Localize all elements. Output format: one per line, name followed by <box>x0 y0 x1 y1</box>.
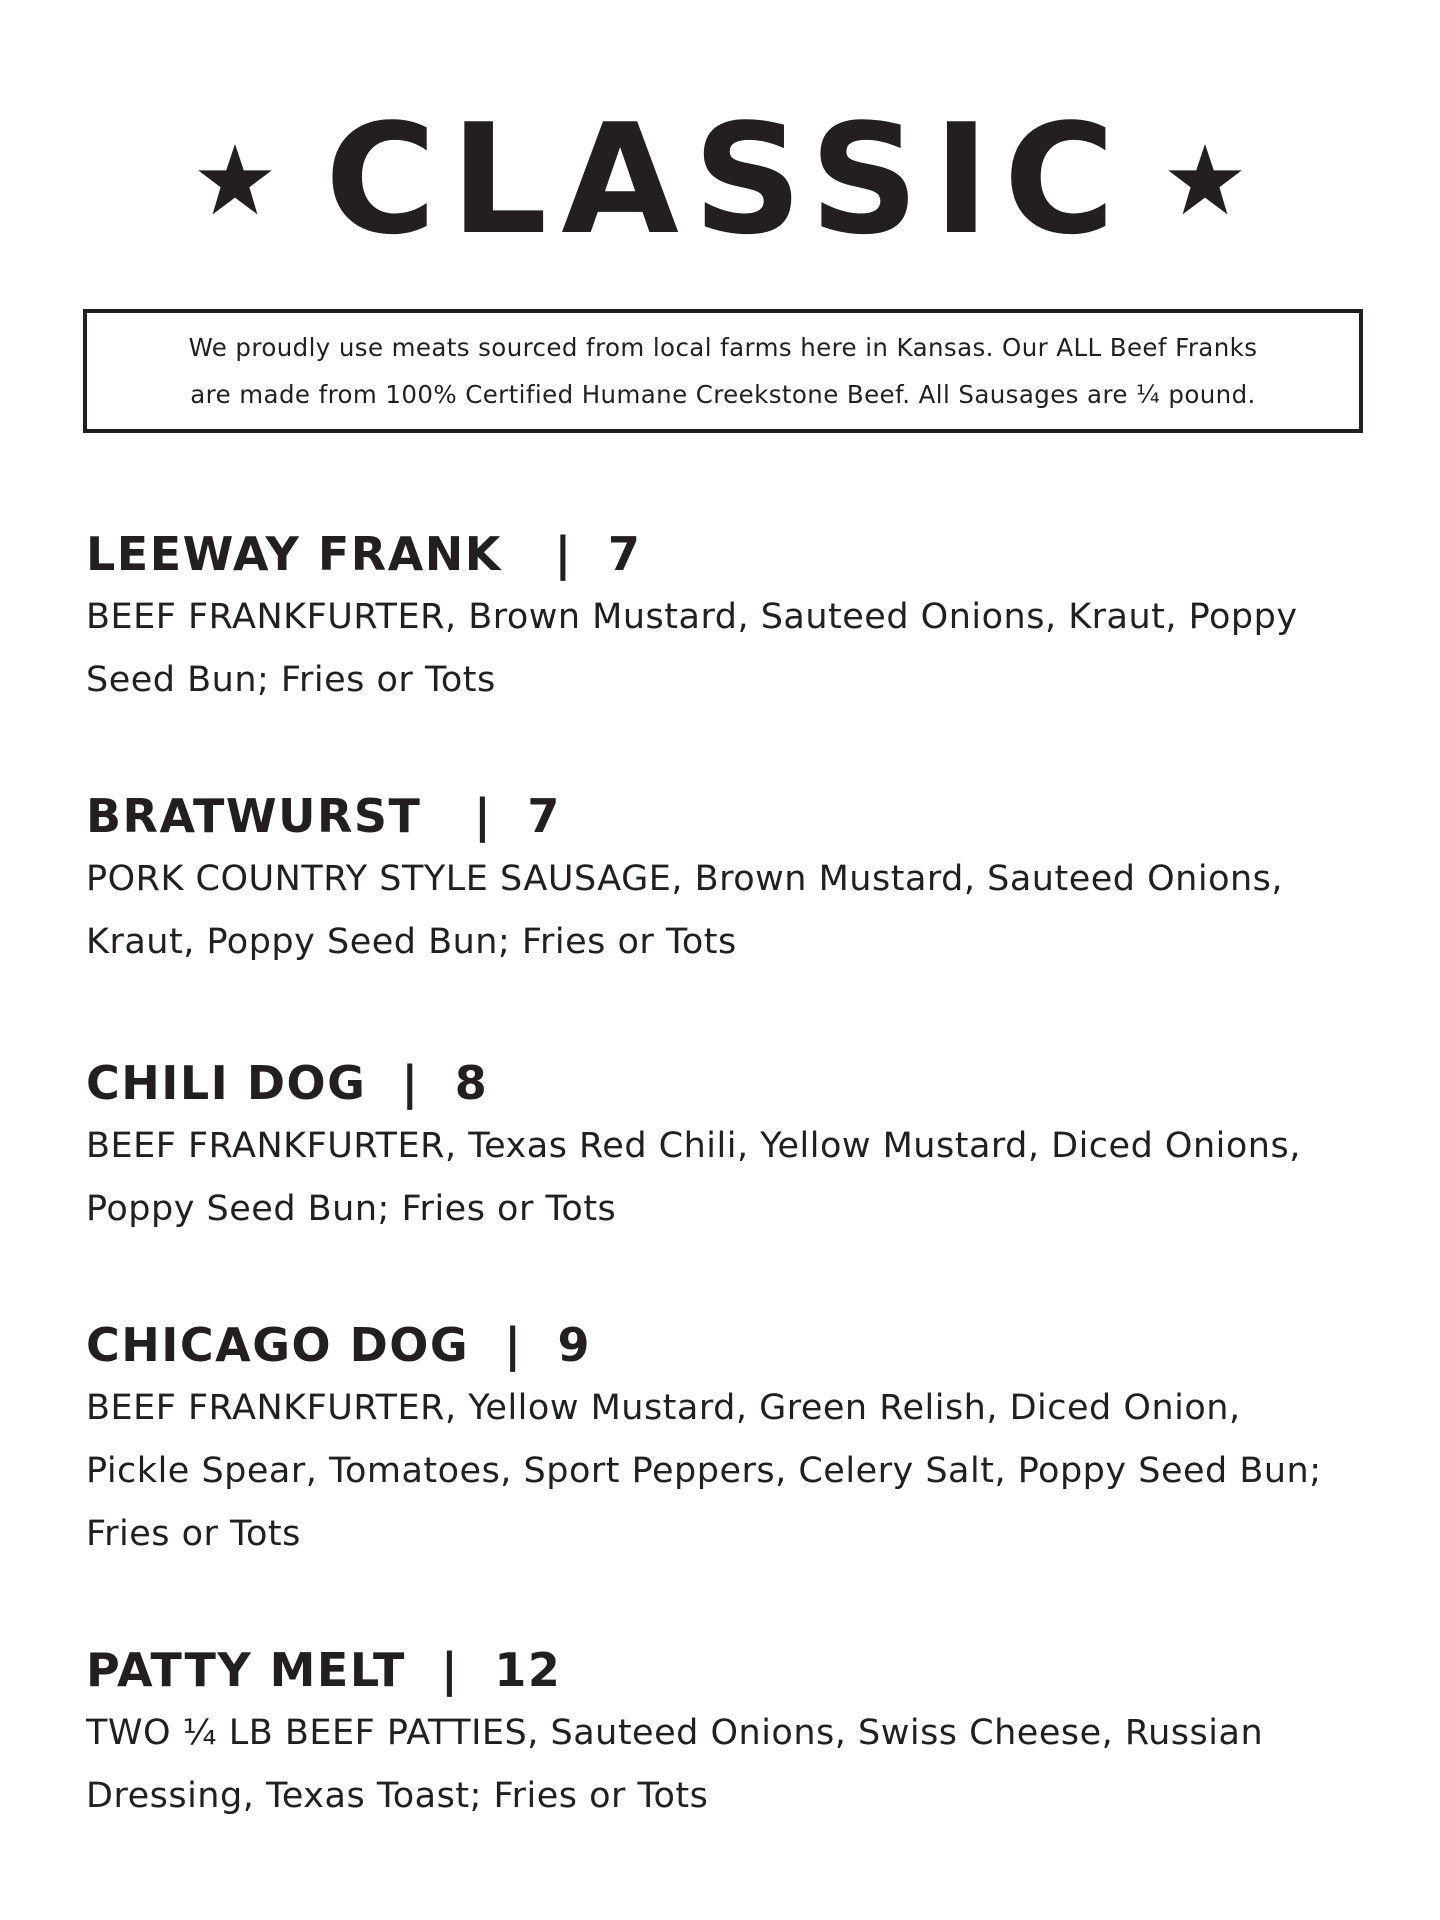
menu-item-chili-dog <box>86 1051 1366 1241</box>
item-price: 7 <box>607 527 642 581</box>
item-heading <box>86 1313 1366 1377</box>
menu-header <box>0 91 1440 268</box>
notice-line-2: are made from 100% Certified Humane Creekstone Beef. All Sausages are ¼ pound. <box>190 380 1256 409</box>
item-description: BEEF FRANKFURTER, Yellow Mustard, Green Relish, Diced Onion, Pickle Spear, Tomatoes, Sport Peppers, Celery Salt, Poppy Seed Bun; Fries or Tots <box>86 1388 1322 1554</box>
item-heading <box>86 1638 1366 1702</box>
item-price: 12 <box>494 1643 562 1697</box>
item-heading <box>86 784 1366 848</box>
item-name: PATTY MELT <box>86 1643 406 1697</box>
page-title: CLASSIC <box>324 91 1130 268</box>
item-name: CHILI DOG <box>86 1056 367 1110</box>
item-separator: | <box>504 1318 523 1372</box>
item-name: CHICAGO DOG <box>86 1318 470 1372</box>
item-name: BRATWURST <box>86 789 422 843</box>
item-heading <box>86 1051 1366 1115</box>
menu-item-bratwurst <box>86 784 1366 974</box>
item-description: BEEF FRANKFURTER, Brown Mustard, Sauteed Onions, Kraut, Poppy Seed Bun; Fries or Tots <box>86 597 1298 700</box>
item-separator: | <box>554 527 573 581</box>
item-separator: | <box>473 789 493 843</box>
item-separator: | <box>440 1643 460 1697</box>
notice-line-1: We proudly use meats sourced from local farms here in Kansas. Our ALL Beef Franks <box>188 333 1258 362</box>
menu-item-leeway-frank <box>86 522 1366 712</box>
item-description: TWO ¼ LB BEEF PATTIES, Sauteed Onions, Swiss Cheese, Russian Dressing, Texas Toast; Fries or Tots <box>86 1713 1264 1816</box>
item-description: BEEF FRANKFURTER, Texas Red Chili, Yellow Mustard, Diced Onions, Poppy Seed Bun; Fries or Tots <box>86 1126 1301 1229</box>
item-price: 9 <box>557 1318 592 1372</box>
item-separator: | <box>401 1056 420 1110</box>
star-icon <box>1165 140 1245 220</box>
item-heading <box>86 522 1366 586</box>
sourcing-notice-box <box>83 309 1363 433</box>
menu-item-chicago-dog <box>86 1313 1366 1566</box>
sourcing-notice-text <box>189 324 1258 418</box>
menu-item-patty-melt <box>86 1638 1366 1828</box>
item-description: PORK COUNTRY STYLE SAUSAGE, Brown Mustard, Sauteed Onions, Kraut, Poppy Seed Bun; Fries or Tots <box>86 859 1284 962</box>
item-name: LEEWAY FRANK <box>86 527 502 581</box>
star-icon <box>195 140 275 220</box>
item-price: 7 <box>527 789 561 843</box>
item-price: 8 <box>454 1056 489 1110</box>
